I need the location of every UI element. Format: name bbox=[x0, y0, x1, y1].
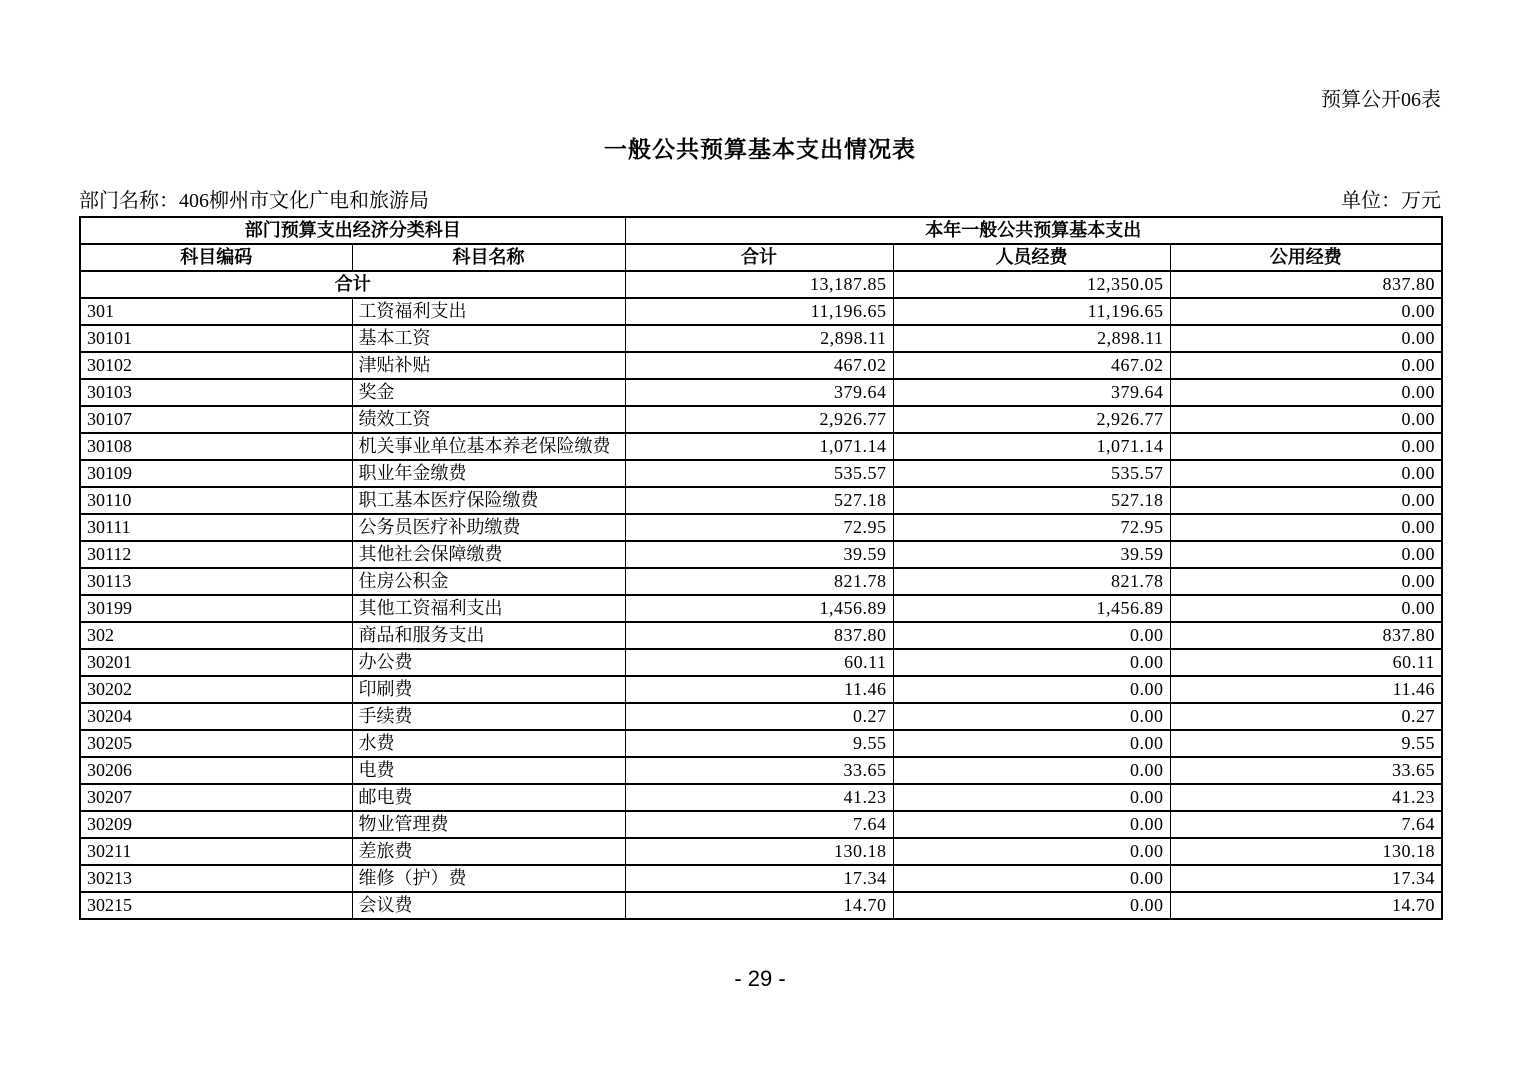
cell-public: 41.23 bbox=[1170, 784, 1442, 811]
table-row bbox=[80, 487, 1442, 514]
table-row bbox=[80, 892, 1442, 919]
cell-subject-code: 302 bbox=[80, 622, 352, 649]
cell-subject-name: 工资福利支出 bbox=[352, 298, 625, 325]
cell-public: 33.65 bbox=[1170, 757, 1442, 784]
cell-personnel: 11,196.65 bbox=[893, 298, 1170, 325]
cell-subject-name: 绩效工资 bbox=[352, 406, 625, 433]
cell-public: 0.00 bbox=[1170, 487, 1442, 514]
cell-subject-name: 公务员医疗补助缴费 bbox=[352, 514, 625, 541]
total-row-public: 837.80 bbox=[1170, 271, 1442, 298]
cell-personnel: 72.95 bbox=[893, 514, 1170, 541]
cell-public: 7.64 bbox=[1170, 811, 1442, 838]
table-row bbox=[80, 568, 1442, 595]
cell-public: 0.00 bbox=[1170, 352, 1442, 379]
cell-subject-code: 30109 bbox=[80, 460, 352, 487]
cell-subject-code: 30199 bbox=[80, 595, 352, 622]
cell-subject-code: 30206 bbox=[80, 757, 352, 784]
cell-personnel: 1,071.14 bbox=[893, 433, 1170, 460]
cell-subject-name: 电费 bbox=[352, 757, 625, 784]
cell-personnel: 0.00 bbox=[893, 622, 1170, 649]
cell-total: 0.27 bbox=[625, 703, 893, 730]
budget-table-body bbox=[80, 271, 1442, 919]
column-header-row bbox=[80, 244, 1442, 271]
col-header-public: 公用经费 bbox=[1170, 244, 1442, 271]
cell-total: 535.57 bbox=[625, 460, 893, 487]
cell-public: 130.18 bbox=[1170, 838, 1442, 865]
table-row bbox=[80, 811, 1442, 838]
cell-personnel: 0.00 bbox=[893, 649, 1170, 676]
cell-subject-code: 30111 bbox=[80, 514, 352, 541]
cell-subject-code: 30202 bbox=[80, 676, 352, 703]
cell-personnel: 0.00 bbox=[893, 703, 1170, 730]
cell-personnel: 0.00 bbox=[893, 838, 1170, 865]
cell-total: 39.59 bbox=[625, 541, 893, 568]
cell-subject-code: 30215 bbox=[80, 892, 352, 919]
cell-personnel: 0.00 bbox=[893, 865, 1170, 892]
cell-personnel: 0.00 bbox=[893, 892, 1170, 919]
cell-public: 0.27 bbox=[1170, 703, 1442, 730]
cell-personnel: 0.00 bbox=[893, 784, 1170, 811]
table-row bbox=[80, 595, 1442, 622]
cell-public: 0.00 bbox=[1170, 325, 1442, 352]
cell-total: 14.70 bbox=[625, 892, 893, 919]
cell-subject-name: 住房公积金 bbox=[352, 568, 625, 595]
doc-form-label: 预算公开06表 bbox=[1321, 89, 1441, 111]
table-row bbox=[80, 865, 1442, 892]
total-row-personnel: 12,350.05 bbox=[893, 271, 1170, 298]
total-row-label: 合计 bbox=[80, 271, 625, 298]
table-row bbox=[80, 622, 1442, 649]
cell-total: 379.64 bbox=[625, 379, 893, 406]
cell-subject-name: 机关事业单位基本养老保险缴费 bbox=[352, 433, 625, 460]
cell-subject-name: 物业管理费 bbox=[352, 811, 625, 838]
cell-public: 0.00 bbox=[1170, 379, 1442, 406]
cell-total: 60.11 bbox=[625, 649, 893, 676]
cell-total: 72.95 bbox=[625, 514, 893, 541]
cell-subject-code: 30103 bbox=[80, 379, 352, 406]
cell-subject-code: 30112 bbox=[80, 541, 352, 568]
table-row bbox=[80, 433, 1442, 460]
cell-total: 527.18 bbox=[625, 487, 893, 514]
cell-subject-name: 邮电费 bbox=[352, 784, 625, 811]
cell-personnel: 0.00 bbox=[893, 676, 1170, 703]
cell-public: 0.00 bbox=[1170, 595, 1442, 622]
page-number: - 29 - bbox=[734, 966, 786, 991]
cell-subject-name: 手续费 bbox=[352, 703, 625, 730]
cell-personnel: 0.00 bbox=[893, 730, 1170, 757]
cell-subject-code: 30205 bbox=[80, 730, 352, 757]
cell-public: 0.00 bbox=[1170, 433, 1442, 460]
table-row bbox=[80, 757, 1442, 784]
cell-total: 1,071.14 bbox=[625, 433, 893, 460]
cell-total: 130.18 bbox=[625, 838, 893, 865]
cell-total: 9.55 bbox=[625, 730, 893, 757]
cell-personnel: 379.64 bbox=[893, 379, 1170, 406]
group-header-classification: 部门预算支出经济分类科目 bbox=[80, 217, 625, 244]
cell-total: 17.34 bbox=[625, 865, 893, 892]
table-row bbox=[80, 352, 1442, 379]
group-header-row bbox=[80, 217, 1442, 244]
table-row bbox=[80, 703, 1442, 730]
col-header-code: 科目编码 bbox=[80, 244, 352, 271]
cell-personnel: 821.78 bbox=[893, 568, 1170, 595]
table-row bbox=[80, 784, 1442, 811]
cell-public: 17.34 bbox=[1170, 865, 1442, 892]
cell-subject-name: 维修（护）费 bbox=[352, 865, 625, 892]
total-row-total: 13,187.85 bbox=[625, 271, 893, 298]
cell-subject-code: 30201 bbox=[80, 649, 352, 676]
cell-total: 2,926.77 bbox=[625, 406, 893, 433]
table-meta-row bbox=[79, 188, 1441, 216]
cell-subject-code: 30213 bbox=[80, 865, 352, 892]
table-row bbox=[80, 379, 1442, 406]
cell-subject-name: 其他社会保障缴费 bbox=[352, 541, 625, 568]
cell-subject-name: 会议费 bbox=[352, 892, 625, 919]
col-header-name: 科目名称 bbox=[352, 244, 625, 271]
table-total-row bbox=[80, 271, 1442, 298]
table-row bbox=[80, 676, 1442, 703]
cell-subject-code: 30107 bbox=[80, 406, 352, 433]
cell-subject-name: 印刷费 bbox=[352, 676, 625, 703]
table-row bbox=[80, 838, 1442, 865]
cell-total: 821.78 bbox=[625, 568, 893, 595]
cell-personnel: 1,456.89 bbox=[893, 595, 1170, 622]
cell-total: 837.80 bbox=[625, 622, 893, 649]
cell-public: 9.55 bbox=[1170, 730, 1442, 757]
cell-personnel: 535.57 bbox=[893, 460, 1170, 487]
table-row bbox=[80, 541, 1442, 568]
cell-subject-code: 30207 bbox=[80, 784, 352, 811]
table-row bbox=[80, 406, 1442, 433]
cell-personnel: 2,898.11 bbox=[893, 325, 1170, 352]
cell-total: 7.64 bbox=[625, 811, 893, 838]
cell-subject-name: 其他工资福利支出 bbox=[352, 595, 625, 622]
cell-personnel: 467.02 bbox=[893, 352, 1170, 379]
table-row bbox=[80, 298, 1442, 325]
cell-public: 837.80 bbox=[1170, 622, 1442, 649]
cell-personnel: 0.00 bbox=[893, 757, 1170, 784]
cell-subject-code: 30209 bbox=[80, 811, 352, 838]
col-header-personnel: 人员经费 bbox=[893, 244, 1170, 271]
cell-public: 11.46 bbox=[1170, 676, 1442, 703]
table-row bbox=[80, 730, 1442, 757]
department-name: 部门名称：406柳州市文化广电和旅游局 bbox=[79, 190, 429, 212]
page-title: 一般公共预算基本支出情况表 bbox=[604, 137, 916, 162]
cell-subject-code: 30204 bbox=[80, 703, 352, 730]
cell-public: 0.00 bbox=[1170, 514, 1442, 541]
cell-subject-code: 30102 bbox=[80, 352, 352, 379]
cell-personnel: 527.18 bbox=[893, 487, 1170, 514]
unit-label: 单位：万元 bbox=[1341, 190, 1441, 212]
cell-public: 0.00 bbox=[1170, 568, 1442, 595]
cell-total: 11.46 bbox=[625, 676, 893, 703]
cell-personnel: 2,926.77 bbox=[893, 406, 1170, 433]
cell-subject-name: 基本工资 bbox=[352, 325, 625, 352]
cell-public: 0.00 bbox=[1170, 541, 1442, 568]
cell-subject-name: 差旅费 bbox=[352, 838, 625, 865]
cell-subject-code: 30108 bbox=[80, 433, 352, 460]
cell-total: 41.23 bbox=[625, 784, 893, 811]
cell-subject-code: 30211 bbox=[80, 838, 352, 865]
cell-total: 467.02 bbox=[625, 352, 893, 379]
cell-public: 0.00 bbox=[1170, 298, 1442, 325]
cell-public: 60.11 bbox=[1170, 649, 1442, 676]
table-row bbox=[80, 460, 1442, 487]
cell-personnel: 0.00 bbox=[893, 811, 1170, 838]
group-header-expenditure: 本年一般公共预算基本支出 bbox=[625, 217, 1442, 244]
cell-total: 2,898.11 bbox=[625, 325, 893, 352]
cell-public: 14.70 bbox=[1170, 892, 1442, 919]
table-row bbox=[80, 649, 1442, 676]
cell-total: 1,456.89 bbox=[625, 595, 893, 622]
cell-subject-name: 商品和服务支出 bbox=[352, 622, 625, 649]
col-header-total: 合计 bbox=[625, 244, 893, 271]
cell-subject-name: 办公费 bbox=[352, 649, 625, 676]
cell-subject-code: 30110 bbox=[80, 487, 352, 514]
cell-public: 0.00 bbox=[1170, 406, 1442, 433]
table-row bbox=[80, 325, 1442, 352]
cell-total: 11,196.65 bbox=[625, 298, 893, 325]
cell-total: 33.65 bbox=[625, 757, 893, 784]
cell-subject-name: 职工基本医疗保险缴费 bbox=[352, 487, 625, 514]
table-row bbox=[80, 514, 1442, 541]
cell-subject-name: 水费 bbox=[352, 730, 625, 757]
budget-table-header bbox=[80, 217, 1442, 271]
cell-subject-name: 职业年金缴费 bbox=[352, 460, 625, 487]
document-page bbox=[79, 0, 1441, 992]
cell-subject-code: 30101 bbox=[80, 325, 352, 352]
cell-subject-code: 301 bbox=[80, 298, 352, 325]
budget-table bbox=[79, 216, 1443, 920]
cell-subject-name: 奖金 bbox=[352, 379, 625, 406]
cell-personnel: 39.59 bbox=[893, 541, 1170, 568]
cell-subject-name: 津贴补贴 bbox=[352, 352, 625, 379]
cell-subject-code: 30113 bbox=[80, 568, 352, 595]
cell-public: 0.00 bbox=[1170, 460, 1442, 487]
